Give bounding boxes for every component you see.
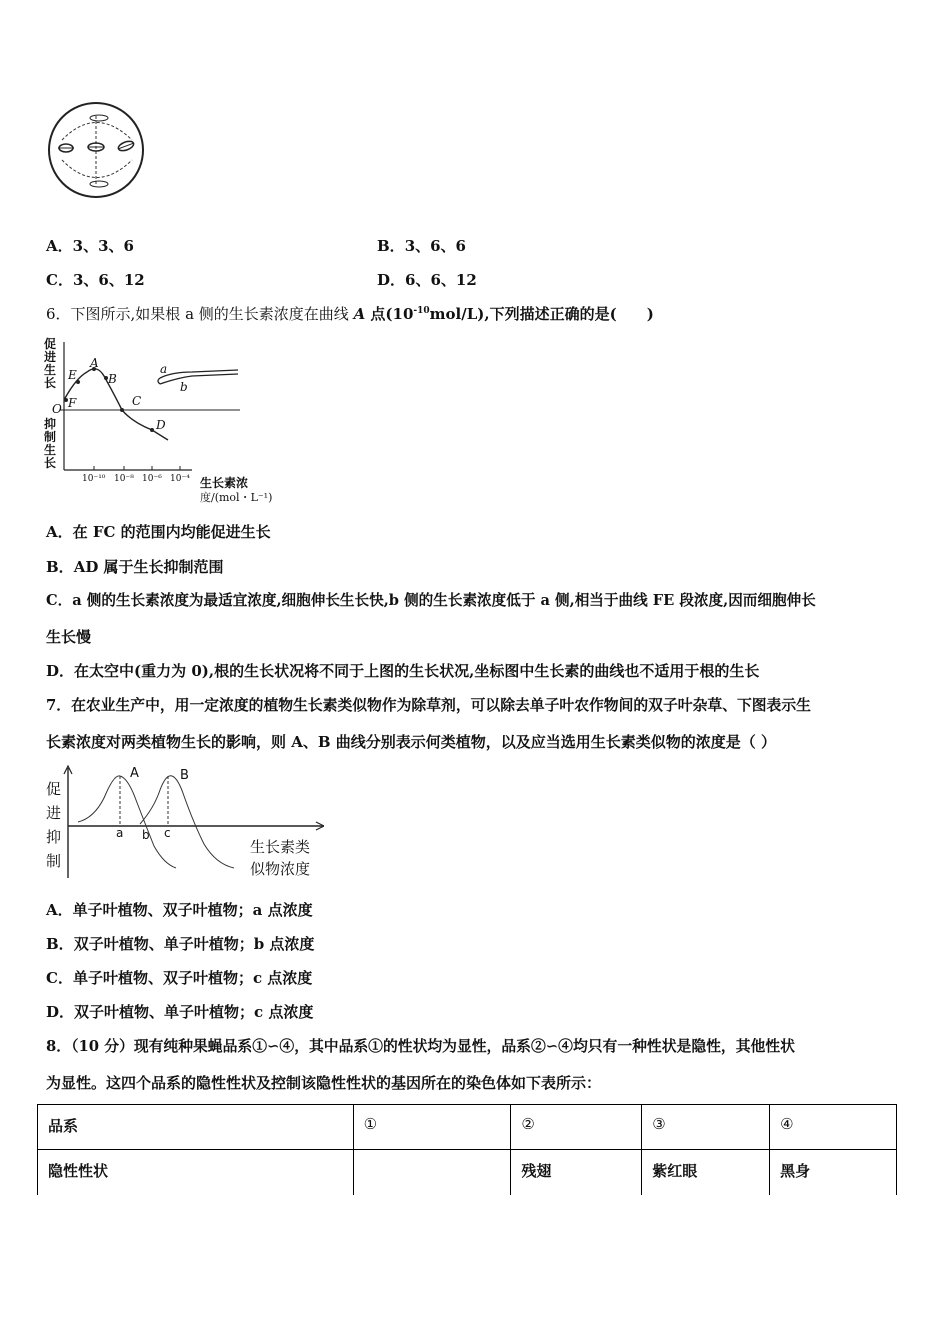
table-row xyxy=(38,1150,897,1195)
q6-option-a: A．在 FC 的范围内均能促进生长 xyxy=(46,523,271,541)
q8-stem-line1: 8．（10 分）现有纯种果蝇品系①∽④，其中品系①的性状均为显性，品系②∽④均只有一种性状是隐性，其他性状 xyxy=(46,1038,795,1055)
q6-xtick-1: 10⁻¹⁰ xyxy=(82,474,106,484)
q6-xlabel-line1: 生长素浓 xyxy=(200,476,249,490)
table-cell: 紫红眼 xyxy=(642,1150,770,1195)
q7-xpoint-c: c xyxy=(164,826,171,840)
q6-xtick-2: 10⁻⁸ xyxy=(114,474,134,484)
q6-stem: 6．下图所示,如果根 a 侧的生长素浓度在曲线 A 点$(10^{-10}mol/L)$,下列描述正确的是( ) xyxy=(46,305,654,323)
q6-origin-label: O xyxy=(52,402,62,416)
q7-option-c: C．单子叶植物、双子叶植物；c 点浓度 xyxy=(46,969,313,987)
q7-xpoint-a: a xyxy=(116,826,124,840)
q5-option-c: C．3、6、12 xyxy=(46,271,145,289)
q6-xtick-4: 10⁻⁴ xyxy=(170,474,190,484)
table-row xyxy=(38,1105,897,1150)
q7-option-b: B．双子叶植物、单子叶植物；b 点浓度 xyxy=(46,935,315,953)
table-cell: ④ xyxy=(770,1105,897,1150)
q7-ylabel-promote-2: 进 xyxy=(46,804,62,822)
table-cell xyxy=(353,1150,511,1195)
q6-point-d: D xyxy=(156,418,166,432)
q7-two-curves-figure xyxy=(44,764,324,884)
q7-xpoint-b: b xyxy=(142,828,150,842)
table-cell: 残翅 xyxy=(511,1150,642,1195)
q5-option-b: B．3、6、6 xyxy=(377,237,466,255)
q5-option-a: A．3、3、6 xyxy=(46,237,134,255)
q7-stem-line1: 7．在农业生产中，用一定浓度的植物生长素类似物作为除草剂，可以除去单子叶农作物间的双子叶杂草、下图表示生 xyxy=(46,697,811,714)
cell-division-figure xyxy=(44,100,149,200)
q6-option-d: D．在太空中(重力为 0),根的生长状况将不同于上图的生长状况,坐标图中生长素的曲线也不适用于根的生长 xyxy=(46,662,760,680)
q6-xtick-3: 10⁻⁶ xyxy=(142,474,162,484)
q7-option-a: A．单子叶植物、双子叶植物；a 点浓度 xyxy=(46,901,313,919)
q7-curve-label-b: B xyxy=(180,768,189,783)
q7-curve-label-a: A xyxy=(130,766,139,781)
q6-point-b: B xyxy=(108,372,117,386)
q6-root-a: a xyxy=(160,362,168,376)
q7-xlabel-line2: 似物浓度 xyxy=(250,860,311,878)
q7-ylabel-promote-1: 促 xyxy=(46,780,62,798)
q7-stem-line2: 长素浓度对两类植物生长的影响，则 A、B 曲线分别表示何类植物，以及应当选用生长素类似物的浓度是（ ） xyxy=(46,733,776,751)
q7-ylabel-inhibit-1: 抑 xyxy=(46,828,62,846)
q7-option-d: D．双子叶植物、单子叶植物；c 点浓度 xyxy=(46,1003,314,1021)
table-cell: 品系 xyxy=(38,1105,354,1150)
q6-point-e: E xyxy=(68,368,77,382)
q6-ylabel-inhibit: 抑制生长 xyxy=(44,417,57,470)
q6-option-c-cont: 生长慢 xyxy=(46,628,92,646)
q7-ylabel-inhibit-2: 制 xyxy=(46,852,62,870)
q6-xlabel-line2: 度/(mol・L⁻¹) xyxy=(200,491,273,504)
q6-auxin-curve-figure xyxy=(42,336,282,508)
table-cell: 隐性性状 xyxy=(38,1150,354,1195)
table-cell: ③ xyxy=(642,1105,770,1150)
q6-option-b: B．AD 属于生长抑制范围 xyxy=(46,558,224,576)
q6-point-a: A xyxy=(90,356,99,370)
q8-stem-line2: 为显性。这四个品系的隐性性状及控制该隐性性状的基因所在的染色体如下表所示： xyxy=(46,1074,602,1092)
q6-ylabel-promote: 促进生长 xyxy=(44,337,57,390)
q5-option-d: D．6、6、12 xyxy=(377,271,477,289)
table-cell: ① xyxy=(353,1105,511,1150)
q6-point-f: F xyxy=(68,396,77,410)
table-cell: ② xyxy=(511,1105,642,1150)
q7-xlabel-line1: 生长素类 xyxy=(250,838,311,856)
q6-point-c: C xyxy=(132,394,142,408)
table-cell: 黑身 xyxy=(770,1150,897,1195)
q6-root-b: b xyxy=(180,380,188,394)
q6-option-c: C．a 侧的生长素浓度为最适宜浓度,细胞伸长生长快,b 侧的生长素浓度低于 a 侧,相当于曲线 FE 段浓度,因而细胞伸长 xyxy=(46,592,816,609)
q8-strain-table xyxy=(37,1104,897,1195)
